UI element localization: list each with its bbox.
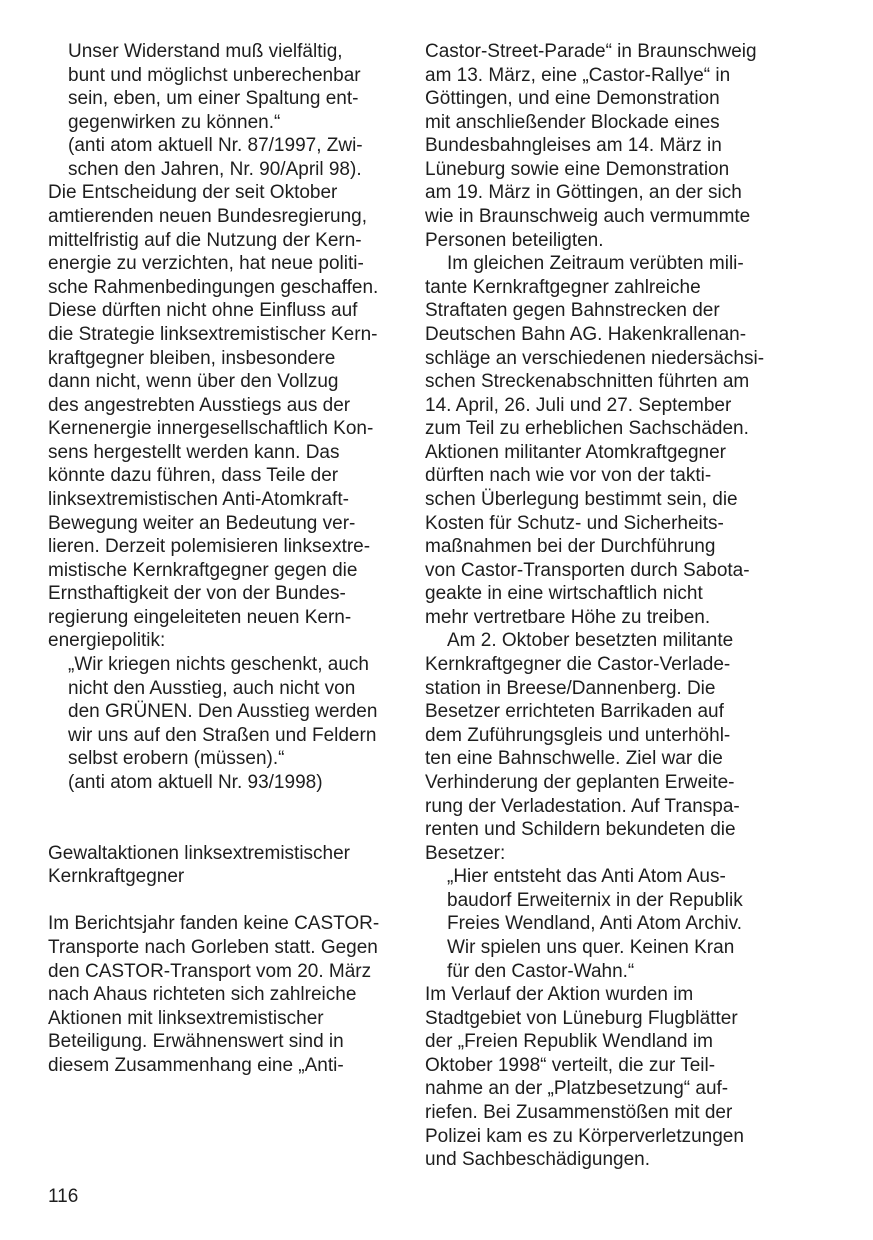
paragraph-line: ten eine Bahnschwelle. Ziel war die	[425, 748, 723, 770]
paragraph	[425, 983, 855, 1172]
paragraph-line: die Strategie linksextremistischer Kern-	[48, 323, 378, 345]
paragraph-line: maßnahmen bei der Durchführung	[425, 536, 716, 558]
quote-source-line: (anti atom aktuell Nr. 87/1997, Zwi-	[68, 135, 363, 157]
paragraph-line: 14. April, 26. Juli und 27. September	[425, 394, 732, 416]
quote-line: den GRÜNEN. Den Ausstieg werden	[68, 701, 378, 723]
paragraph-line: kraftgegner bleiben, insbesondere	[48, 347, 336, 369]
block-quote	[425, 865, 855, 983]
quote-source-line: (anti atom aktuell Nr. 93/1998)	[68, 771, 323, 793]
section-heading	[48, 842, 413, 889]
paragraph-line: dem Zuführungsgleis und unterhöhl-	[425, 724, 731, 746]
paragraph-line: rung der Verladestation. Auf Transpa-	[425, 795, 740, 817]
paragraph-line: tante Kernkraftgegner zahlreiche	[425, 276, 701, 298]
paragraph-line: amtierenden neuen Bundesregierung,	[48, 206, 368, 228]
page-number: 116	[48, 1186, 79, 1207]
paragraph-line: Besetzer errichteten Barrikaden auf	[425, 701, 724, 723]
paragraph-line: station in Breese/Dannenberg. Die	[425, 677, 716, 699]
paragraph-line: am 19. März in Göttingen, an der sich	[425, 182, 742, 204]
paragraph-line: riefen. Bei Zusammenstößen mit der	[425, 1102, 733, 1124]
quote-line: bunt und möglichst unberechenbar	[68, 64, 361, 86]
paragraph-line: schen Streckenabschnitten führten am	[425, 371, 750, 393]
paragraph-line: Transporte nach Gorleben statt. Gegen	[48, 936, 378, 958]
paragraph	[48, 912, 413, 1077]
quote-line: „Wir kriegen nichts geschenkt, auch	[68, 654, 369, 676]
paragraph-line: dürften nach wie vor von der takti-	[425, 465, 712, 487]
paragraph-line: des angestrebten Ausstiegs aus der	[48, 394, 351, 416]
left-column	[48, 40, 413, 1077]
paragraph-line: schen Überlegung bestimmt sein, die	[425, 488, 738, 510]
paragraph-line: Deutschen Bahn AG. Hakenkrallenan-	[425, 323, 747, 345]
quote-line: wir uns auf den Straßen und Feldern	[68, 724, 377, 746]
paragraph-line: mistische Kernkraftgegner gegen die	[48, 559, 358, 581]
heading-line: Kernkraftgegner	[48, 866, 185, 888]
quote-line: gegenwirken zu können.“	[68, 111, 281, 133]
paragraph-line: Kernkraftgegner die Castor-Verlade-	[425, 654, 731, 676]
paragraph-line: der „Freien Republik Wendland im	[425, 1031, 713, 1053]
paragraph	[425, 629, 855, 865]
paragraph-line: Im gleichen Zeitraum verübten mili-	[447, 253, 744, 275]
paragraph	[425, 40, 855, 252]
paragraph-line: könnte dazu führen, dass Teile der	[48, 465, 339, 487]
quote-line: Freies Wendland, Anti Atom Archiv.	[447, 913, 742, 935]
paragraph-line: Diese dürften nicht ohne Einfluss auf	[48, 300, 358, 322]
paragraph-line: Im Verlauf der Aktion wurden im	[425, 984, 694, 1006]
paragraph-line: mit anschließender Blockade eines	[425, 111, 720, 133]
paragraph-line: Bewegung weiter an Bedeutung ver-	[48, 512, 356, 534]
paragraph-line: Beteiligung. Erwähnenswert sind in	[48, 1031, 344, 1053]
quote-source-line: schen den Jahren, Nr. 90/April 98).	[68, 158, 362, 180]
paragraph-line: Besetzer:	[425, 842, 506, 864]
paragraph-line: regierung eingeleiteten neuen Kern-	[48, 606, 352, 628]
paragraph-line: wie in Braunschweig auch vermummte	[425, 206, 751, 228]
quote-line: selbst erobern (müssen).“	[68, 748, 285, 770]
quote-line: Unser Widerstand muß vielfältig,	[68, 41, 343, 62]
paragraph-line: zum Teil zu erheblichen Sachschäden.	[425, 418, 749, 440]
paragraph-line: von Castor-Transporten durch Sabota-	[425, 559, 750, 581]
paragraph-line: Kosten für Schutz- und Sicherheits-	[425, 512, 724, 534]
paragraph-line: Personen beteiligten.	[425, 229, 604, 251]
intro-quote	[48, 40, 413, 181]
paragraph-line: renten und Schildern bekundeten die	[425, 819, 736, 841]
paragraph-line: Aktionen mit linksextremistischer	[48, 1007, 324, 1029]
paragraph-line: Stadtgebiet von Lüneburg Flugblätter	[425, 1007, 738, 1029]
paragraph-line: geakte in eine wirtschaftlich nicht	[425, 583, 703, 605]
paragraph-line: Straftaten gegen Bahnstrecken der	[425, 300, 720, 322]
quote-line: Wir spielen uns quer. Keinen Kran	[447, 936, 735, 958]
paragraph-line: und Sachbeschädigungen.	[425, 1149, 651, 1171]
paragraph-line: sens hergestellt werden kann. Das	[48, 441, 340, 463]
paragraph-line: mittelfristig auf die Nutzung der Kern-	[48, 229, 362, 251]
paragraph-line: lieren. Derzeit polemisieren linksextre-	[48, 536, 371, 558]
paragraph-line: dann nicht, wenn über den Vollzug	[48, 371, 339, 393]
quote-line: sein, eben, um einer Spaltung ent-	[68, 88, 359, 110]
paragraph	[48, 181, 413, 653]
paragraph-line: Kernenergie innergesellschaftlich Kon-	[48, 418, 374, 440]
quote-line: nicht den Ausstieg, auch nicht von	[68, 677, 356, 699]
paragraph	[425, 252, 855, 629]
quote-line: baudorf Erweiternix in der Republik	[447, 889, 743, 911]
paragraph-line: am 13. März, eine „Castor-Rallye“ in	[425, 64, 731, 86]
paragraph-line: Im Berichtsjahr fanden keine CASTOR-	[48, 913, 380, 935]
paragraph-line: energie zu verzichten, hat neue politi-	[48, 253, 364, 275]
paragraph-line: linksextremistischen Anti-Atomkraft-	[48, 488, 349, 510]
paragraph-line: diesem Zusammenhang eine „Anti-	[48, 1054, 344, 1076]
paragraph-line: Oktober 1998“ verteilt, die zur Teil-	[425, 1054, 716, 1076]
paragraph-line: Lüneburg sowie eine Demonstration	[425, 158, 730, 180]
paragraph-line: schläge an verschiedenen niedersächsi-	[425, 347, 765, 369]
paragraph-line: Ernsthaftigkeit der von der Bundes-	[48, 583, 346, 605]
paragraph-line: Die Entscheidung der seit Oktober	[48, 182, 338, 204]
paragraph-line: Verhinderung der geplanten Erweite-	[425, 771, 735, 793]
right-column	[425, 40, 855, 1172]
paragraph-line: Am 2. Oktober besetzten militante	[447, 630, 734, 652]
paragraph-line: nahme an der „Platzbesetzung“ auf-	[425, 1078, 729, 1100]
quote-line: für den Castor-Wahn.“	[447, 960, 635, 982]
paragraph-line: energiepolitik:	[48, 630, 166, 652]
paragraph-line: Polizei kam es zu Körperverletzungen	[425, 1125, 744, 1147]
paragraph-line: Aktionen militanter Atomkraftgegner	[425, 441, 726, 463]
heading-line: Gewaltaktionen linksextremistischer	[48, 842, 351, 864]
block-quote	[48, 653, 413, 794]
paragraph-line: Göttingen, und eine Demonstration	[425, 88, 720, 110]
paragraph-line: Castor-Street-Parade“ in Braunschweig	[425, 41, 757, 62]
paragraph-line: sche Rahmenbedingungen geschaffen.	[48, 276, 379, 298]
paragraph-line: nach Ahaus richteten sich zahlreiche	[48, 984, 357, 1006]
quote-line: „Hier entsteht das Anti Atom Aus-	[447, 866, 726, 888]
paragraph-line: den CASTOR-Transport vom 20. März	[48, 960, 372, 982]
paragraph-line: mehr vertretbare Höhe zu treiben.	[425, 606, 711, 628]
paragraph-line: Bundesbahngleises am 14. März in	[425, 135, 722, 157]
